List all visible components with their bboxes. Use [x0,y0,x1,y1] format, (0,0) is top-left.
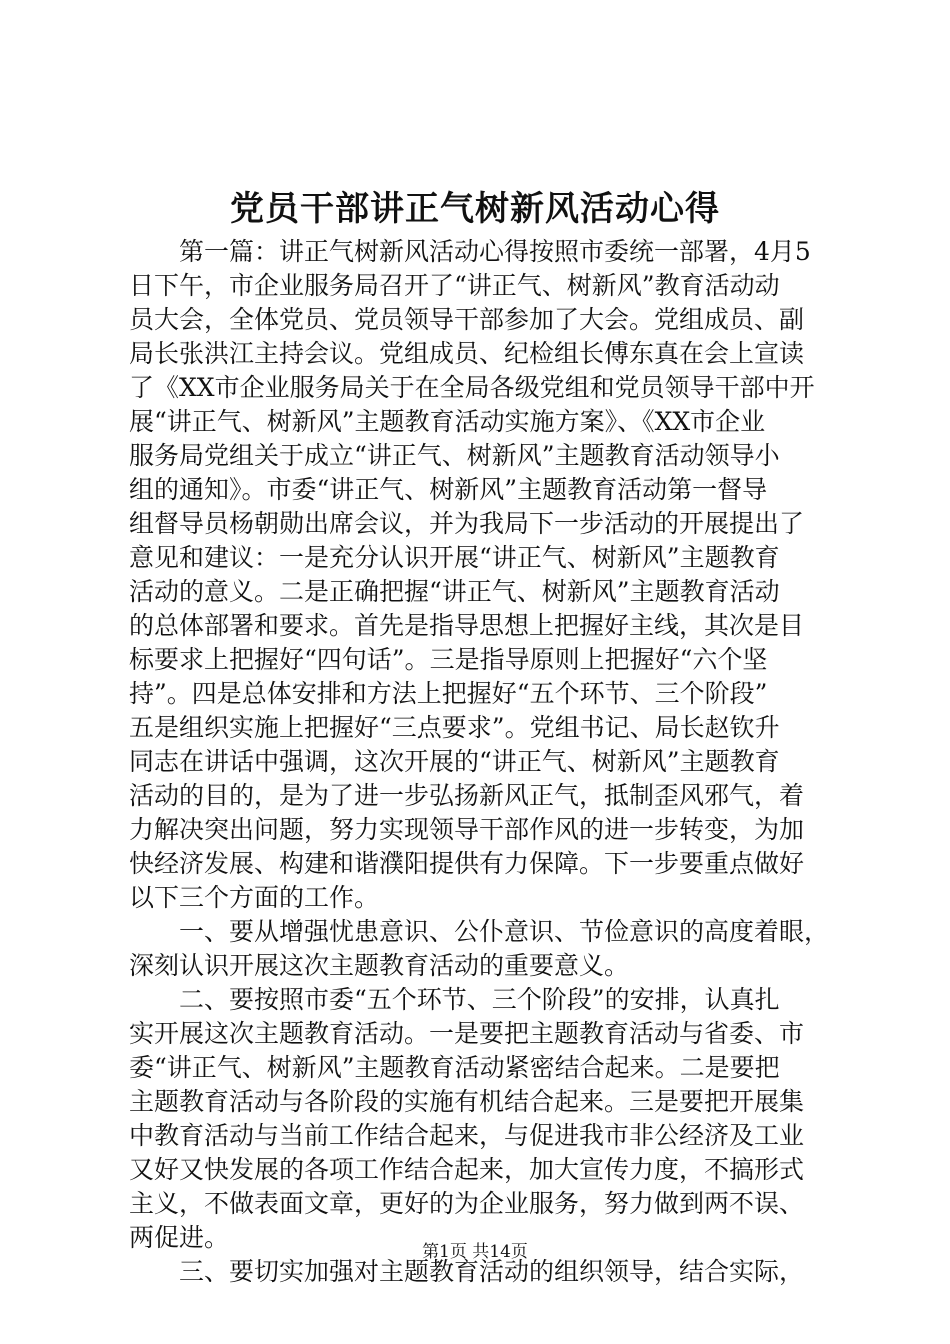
text-line: 日下午，市企业服务局召开了“讲正气、树新风”教育活动动 [129,271,780,300]
text-line: 标要求上把握好“四句话”。三是指导原则上把握好“六个坚 [129,645,768,674]
text-line: 深刻认识开展这次主题教育活动的重要意义。 [129,951,630,980]
text-line: 以下三个方面的工作。 [129,883,380,912]
text-line: 局长张洪江主持会议。党组成员、纪检组长傅东真在会上宣读 [129,339,805,368]
text-line: 一、要从增强忧患意识、公仆意识、节俭意识的高度着眼， [179,917,829,946]
document-body [129,235,829,1289]
text-line: 展“讲正气、树新风”主题教育活动实施方案》、《XX市企业 [129,407,766,436]
text-line: 的总体部署和要求。首先是指导思想上把握好主线，其次是目 [129,611,805,640]
text-line: 活动的意义。二是正确把握“讲正气、树新风”主题教育活动 [129,577,780,606]
page-footer [0,1240,950,1264]
document-title: 党员干部讲正气树新风活动心得 [230,189,720,229]
text-line: 实开展这次主题教育活动。一是要把主题教育活动与省委、市 [129,1019,805,1048]
text-line: 活动的目的，是为了进一步弘扬新风正气，抵制歪风邪气，着 [129,781,805,810]
text-line: 服务局党组关于成立“讲正气、树新风”主题教育活动领导小 [129,441,780,470]
text-line: 五是组织实施上把握好“三点要求”。党组书记、局长赵钦升 [129,713,780,742]
text-line: 组的通知》。市委“讲正气、树新风”主题教育活动第一督导 [129,475,768,504]
text-line: 第一篇：讲正气树新风活动心得按照市委统一部署，4月5 [179,237,811,266]
text-line: 中教育活动与当前工作结合起来，与促进我市非公经济及工业 [129,1121,805,1150]
text-line: 组督导员杨朝勋出席会议，并为我局下一步活动的开展提出了 [129,509,805,538]
text-line: 同志在讲话中强调，这次开展的“讲正气、树新风”主题教育 [129,747,780,776]
text-line: 委“讲正气、树新风”主题教育活动紧密结合起来。二是要把 [129,1053,780,1082]
text-line: 主题教育活动与各阶段的实施有机结合起来。三是要把开展集 [129,1087,805,1116]
text-line: 了《XX市企业服务局关于在全局各级党组和党员领导干部中开 [129,373,815,402]
text-line: 两促进。 [129,1223,230,1252]
text-line: 持”。四是总体安排和方法上把握好“五个环节、三个阶段” [129,679,768,708]
text-line: 员大会，全体党员、党员领导干部参加了大会。党组成员、副 [129,305,805,334]
text-line: 又好又快发展的各项工作结合起来，加大宣传力度，不搞形式 [129,1155,805,1184]
text-line: 主义，不做表面文章，更好的为企业服务，努力做到两不误、 [129,1189,805,1218]
text-line: 二、要按照市委“五个环节、三个阶段”的安排，认真扎 [179,985,780,1014]
text-line: 快经济发展、构建和谐濮阳提供有力保障。下一步要重点做好 [129,849,805,878]
page-number-label: 第1页 共14页 [422,1242,528,1262]
text-line: 意见和建议：一是充分认识开展“讲正气、树新风”主题教育 [129,543,780,572]
text-line: 力解决突出问题，努力实现领导干部作风的进一步转变，为加 [129,815,805,844]
text-line: 三、要切实加强对主题教育活动的组织领导，结合实际， [179,1257,805,1286]
